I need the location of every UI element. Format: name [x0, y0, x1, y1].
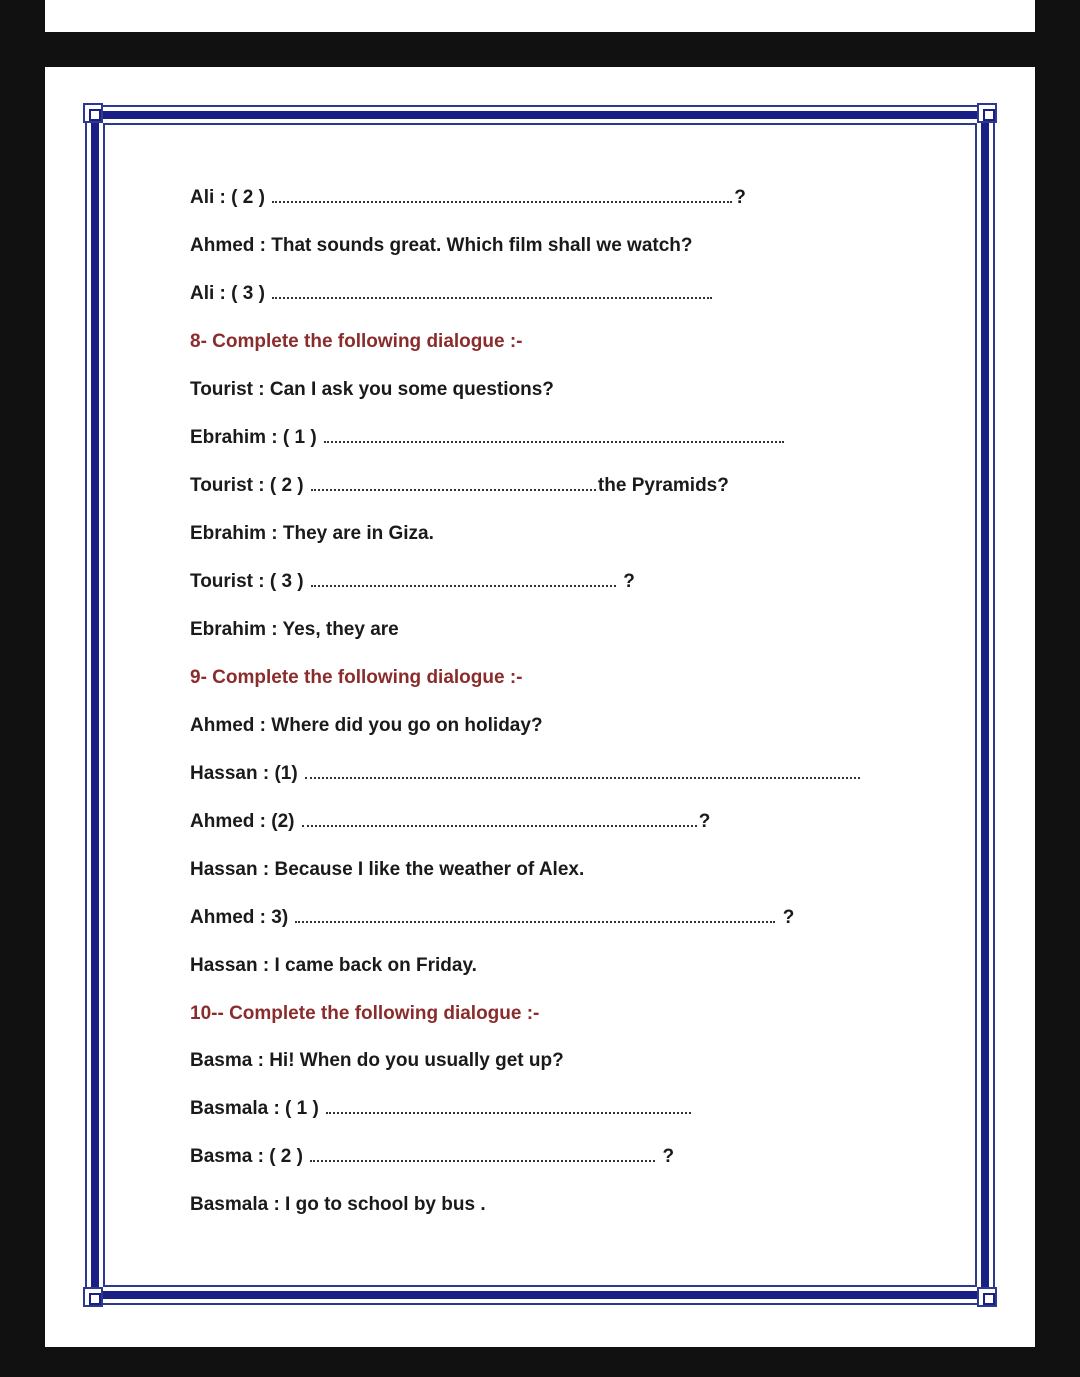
answer-blank	[324, 437, 784, 443]
answer-blank	[272, 293, 712, 299]
dialogue-line	[190, 906, 794, 930]
section-heading	[190, 1002, 539, 1026]
dialogue-line	[190, 474, 729, 498]
line-ending: ?	[734, 187, 746, 208]
dialogue-line	[190, 570, 635, 594]
dialogue-line	[190, 954, 477, 978]
line-text: Ebrahim : Yes, they are	[190, 619, 399, 640]
line-text: Hassan : (1)	[190, 763, 303, 784]
line-text: 9- Complete the following dialogue :-	[190, 667, 523, 688]
line-text: Tourist : Can I ask you some questions?	[190, 379, 554, 400]
corner-ornament-top-left	[83, 103, 103, 123]
dialogue-line	[190, 1097, 693, 1121]
dialogue-line	[190, 1193, 486, 1217]
section-heading	[190, 330, 523, 354]
answer-blank	[295, 917, 775, 923]
line-text: Hassan : I came back on Friday.	[190, 955, 477, 976]
line-text: Ali : ( 2 )	[190, 187, 271, 208]
dialogue-line	[190, 426, 786, 450]
dialogue-line	[190, 714, 543, 738]
line-text: Ebrahim : They are in Giza.	[190, 523, 434, 544]
line-ending: the Pyramids?	[597, 475, 729, 496]
line-text: Hassan : Because I like the weather of Alex.	[190, 859, 585, 880]
dialogue-line	[190, 522, 434, 546]
line-text: Tourist : ( 3 )	[190, 571, 309, 592]
line-text: Basma : Hi! When do you usually get up?	[190, 1050, 564, 1071]
line-ending: ?	[777, 907, 795, 928]
dialogue-line	[190, 378, 554, 402]
dialogue-line	[190, 1049, 564, 1073]
line-text: Basmala : I go to school by bus .	[190, 1194, 486, 1215]
line-ending: ?	[698, 811, 711, 832]
corner-ornament-bottom-left	[83, 1287, 103, 1307]
line-text: Tourist : ( 2 )	[190, 475, 309, 496]
previous-page-edge	[45, 0, 1035, 32]
line-ending: ?	[617, 571, 635, 592]
answer-blank	[326, 1108, 691, 1114]
dialogue-line	[190, 186, 746, 210]
worksheet-page	[45, 67, 1035, 1347]
section-heading	[190, 666, 523, 690]
corner-ornament-bottom-right	[977, 1287, 997, 1307]
answer-blank	[272, 197, 732, 203]
line-text: Basmala : ( 1 )	[190, 1098, 325, 1119]
dialogue-line	[190, 762, 862, 786]
answer-blank	[311, 581, 616, 587]
line-text: 10-- Complete the following dialogue :-	[190, 1003, 540, 1024]
dialogue-line	[190, 618, 399, 642]
line-text: Basma : ( 2 )	[190, 1146, 309, 1167]
dialogue-line	[190, 1145, 674, 1169]
dialogue-line	[190, 810, 710, 834]
line-text: Ebrahim : ( 1 )	[190, 427, 322, 448]
dialogue-line	[190, 282, 714, 306]
line-text: Ahmed : That sounds great. Which film shall we watch?	[190, 235, 693, 256]
answer-blank	[302, 821, 697, 827]
line-text: 8- Complete the following dialogue :-	[190, 331, 523, 352]
line-text: Ahmed : 3)	[190, 907, 294, 928]
answer-blank	[311, 485, 596, 491]
line-text: Ali : ( 3 )	[190, 283, 271, 304]
dialogue-line	[190, 234, 693, 258]
line-text: Ahmed : (2)	[190, 811, 300, 832]
line-text: Ahmed : Where did you go on holiday?	[190, 715, 543, 736]
answer-blank	[310, 1156, 655, 1162]
corner-ornament-top-right	[977, 103, 997, 123]
line-ending: ?	[657, 1146, 675, 1167]
dialogue-line	[190, 858, 584, 882]
answer-blank	[305, 773, 860, 779]
